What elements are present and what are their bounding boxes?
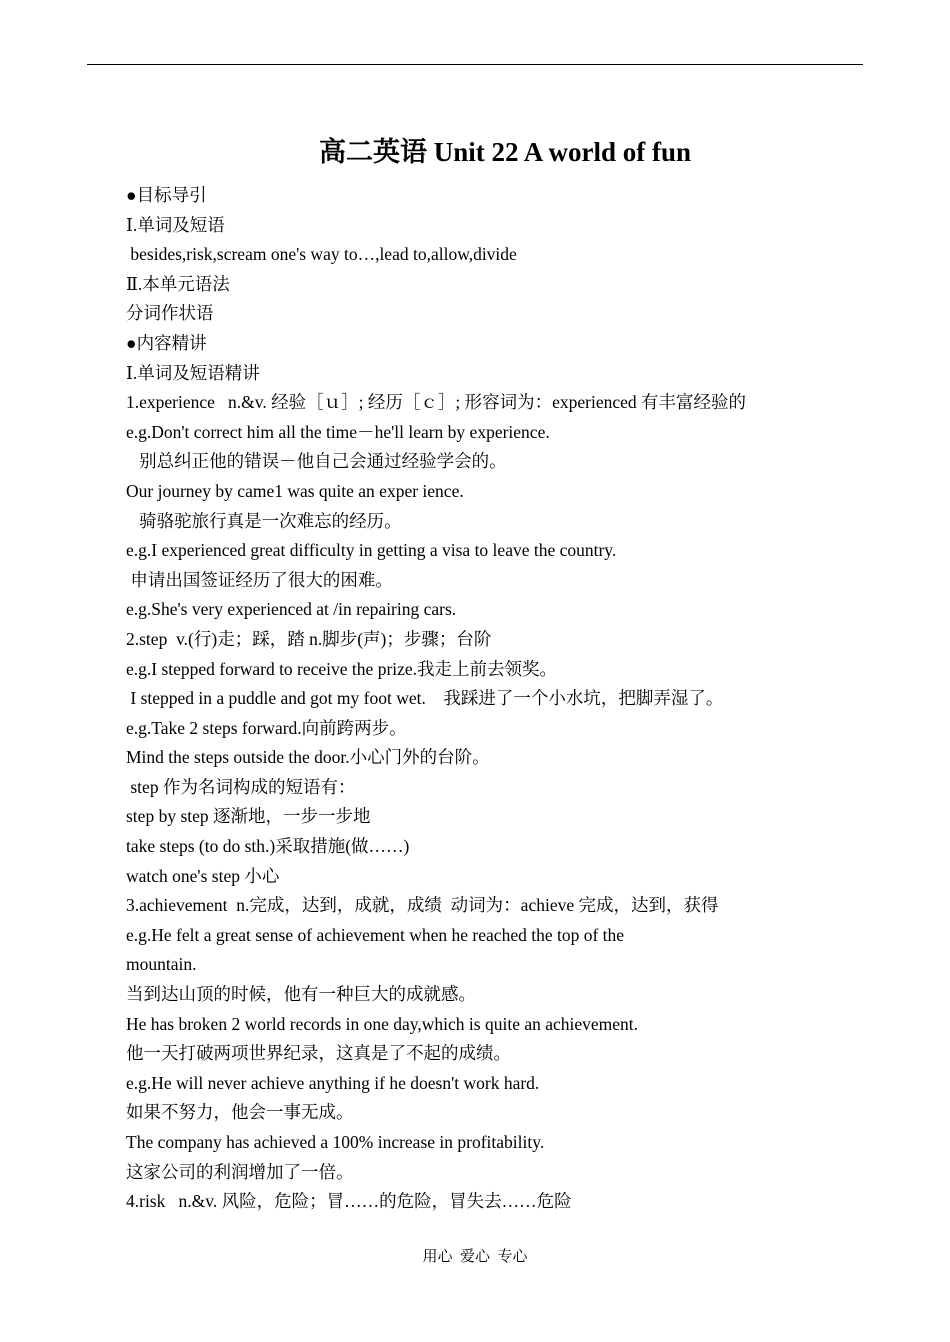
- text-line: mountain.: [126, 954, 197, 975]
- text-line: 骑骆驼旅行真是一次难忘的经历。: [126, 510, 402, 531]
- text-line: Our journey by came1 was quite an exper ience.: [126, 480, 464, 501]
- text-line: ●内容精讲: [126, 332, 207, 353]
- text-line: 2.step v.(行)走；踩，踏 n.脚步(声)；步骤；台阶: [126, 628, 492, 649]
- header-rule: [87, 64, 863, 65]
- text-line: ●目标导引: [126, 185, 207, 205]
- text-line: Ⅰ.单词及短语: [126, 214, 225, 235]
- text-line: step by step 逐渐地，一步一步地: [126, 806, 371, 827]
- text-line: 这家公司的利润增加了一倍。: [126, 1161, 354, 1182]
- text-line: The company has achieved a 100% increase in profitability.: [126, 1132, 545, 1152]
- page-title: 高二英语 Unit 22 A world of fun: [318, 137, 692, 167]
- text-line: 他一天打破两项世界纪录，这真是了不起的成绩。: [126, 1043, 511, 1064]
- text-line: e.g.I experienced great difficulty in getting a visa to leave the country.: [126, 540, 617, 561]
- text-line: besides,risk,scream one's way to…,lead to,allow,divide: [126, 244, 517, 265]
- text-line: 别总纠正他的错误－他自己会通过经验学会的。: [126, 451, 507, 472]
- text-line: e.g.Don't correct him all the time－he'll learn by experience.: [126, 421, 550, 442]
- text-line: He has broken 2 world records in one day,which is quite an achievement.: [126, 1013, 639, 1034]
- text-line: 分词作状语: [126, 303, 214, 324]
- text-line: e.g.She's very experienced at /in repairing cars.: [126, 599, 457, 620]
- text-line: 1.experience n.&v. 经验［ｕ］; 经历［ｃ］; 形容词为：experienced 有丰富经验的: [126, 392, 747, 413]
- text-line: e.g.He will never achieve anything if he doesn't work hard.: [126, 1072, 540, 1093]
- text-line: Ⅱ.本单元语法: [126, 273, 230, 294]
- text-line: take steps (to do sth.)采取措施(做……): [126, 836, 410, 857]
- text-line: 当到达山顶的时候，他有一种巨大的成就感。: [126, 984, 476, 1005]
- text-line: 申请出国签证经历了很大的困难。: [126, 569, 393, 590]
- text-line: e.g.I stepped forward to receive the prize.我走上前去领奖。: [126, 658, 558, 679]
- text-line: watch one's step 小心: [126, 865, 280, 886]
- page-footer: 用心 爱心 专心: [422, 1249, 528, 1265]
- text-line: I stepped in a puddle and got my foot wet. 我踩进了一个小水坑，把脚弄湿了。: [126, 688, 724, 709]
- document-body: [126, 181, 846, 1217]
- text-line: 4.risk n.&v. 风险，危险；冒……的危险，冒失去……危险: [126, 1191, 572, 1212]
- text-line: step 作为名词构成的短语有：: [126, 776, 356, 797]
- text-line: e.g.He felt a great sense of achievement when he reached the top of the: [126, 924, 625, 945]
- text-line: Mind the steps outside the door.小心门外的台阶。: [126, 747, 490, 768]
- text-line: 如果不努力，他会一事无成。: [126, 1102, 354, 1123]
- text-line: Ⅰ.单词及短语精讲: [126, 362, 260, 383]
- text-line: e.g.Take 2 steps forward.向前跨两步。: [126, 717, 407, 738]
- text-line: 3.achievement n.完成，达到，成就，成绩 动词为：achieve 完成，达到，获得: [126, 895, 719, 916]
